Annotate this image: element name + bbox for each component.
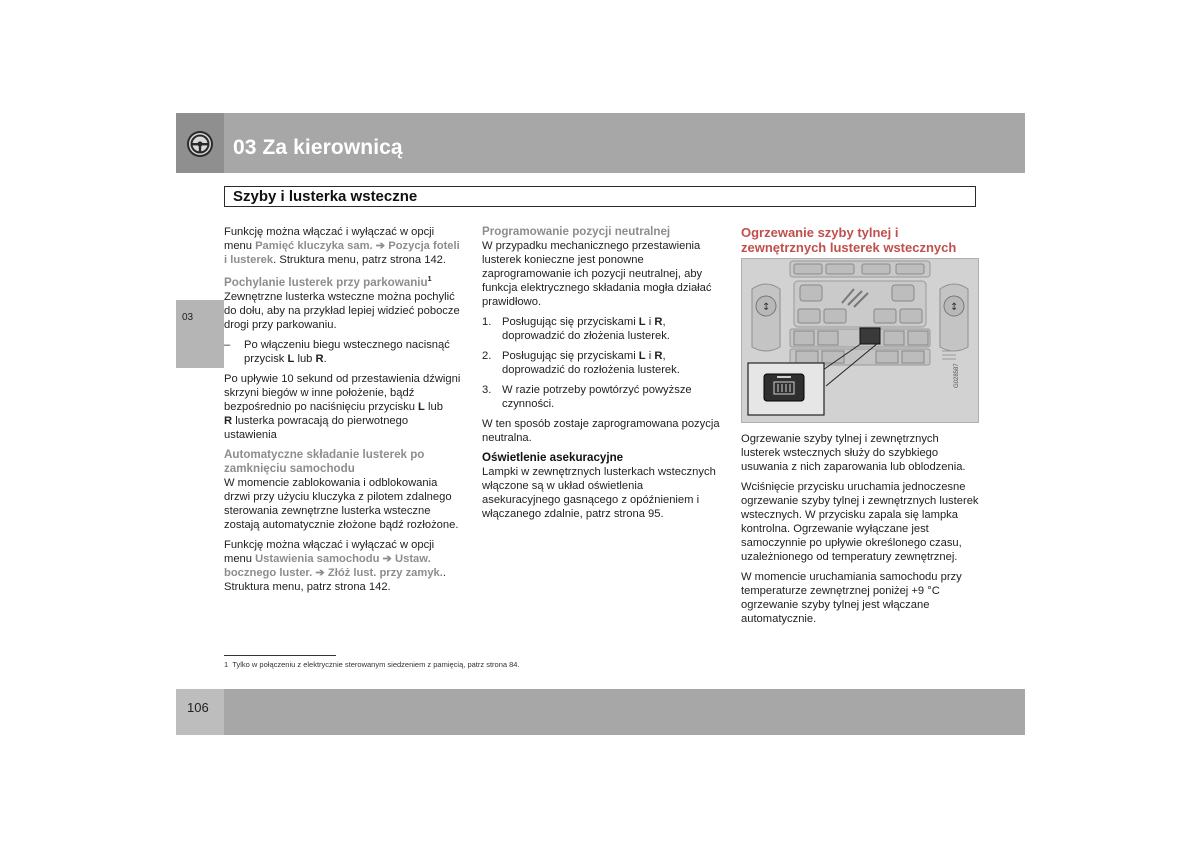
footer-band — [176, 689, 1025, 735]
paragraph — [224, 225, 462, 267]
paragraph: Ogrzewanie szyby tylnej i zewnętrznych lusterek wstecznych służy do szybkiego usuwania z nich zaparowania lub oblodzenia. — [741, 433, 966, 473]
paragraph — [224, 538, 462, 594]
text: lub — [294, 352, 316, 365]
step-item — [482, 349, 720, 377]
column-left — [224, 225, 462, 600]
key-label: R — [224, 414, 233, 427]
climate-panel-figure — [741, 258, 979, 423]
subheading — [224, 273, 462, 290]
step-text — [502, 349, 720, 377]
svg-text:↕: ↕ — [950, 302, 959, 313]
paragraph — [224, 372, 462, 442]
menu-path: Pamięć kluczyka sam. — [255, 240, 373, 252]
paragraph: W momencie zablokowania i odblokowania drzwi przy użyciu kluczyka z pilotem zdalnego sterowania zewnętrzne lusterka wsteczne zostają automatycznie złożone bądź rozłożone. — [224, 476, 459, 531]
key-label: L — [638, 316, 646, 328]
text: Posługując się przyciskami — [502, 350, 639, 362]
arrow-icon: ➔ — [382, 552, 392, 565]
figure-code: G028587 — [954, 363, 960, 388]
footnote-rule — [224, 655, 336, 656]
column-middle — [482, 225, 720, 527]
chapter-title: 03 Za kierownicą — [233, 136, 403, 159]
key-label: R — [654, 316, 663, 328]
paragraph: Wciśnięcie przycisku uruchamia jednoczesne ogrzewanie szyby tylnej i zewnętrznych lusterek wstecznych. W przycisku zapala się lampka kontrolna. Ogrzewanie wyłączane jest samoczynnie po upływie określonego czasu, uzależnionego od temperatury zewnętrznej. — [741, 481, 979, 563]
subheading: Oświetlenie asekuracyjne — [482, 451, 624, 464]
section-title: Szyby i lusterka wsteczne — [233, 188, 418, 205]
paragraph: Lampki w zewnętrznych lusterkach wstecznych włączone są w układ oświetlenia asekuracyjnego gasnącego z opóźnieniem i włączanego zdalnie, patrz strona 95. — [482, 466, 716, 520]
step-text: W razie potrzeby powtórzyć powyższe czynności. — [502, 384, 692, 410]
menu-path: Ustaw. bocznego luster. — [224, 552, 431, 579]
step-number: 1. — [482, 316, 492, 328]
arrow-icon: ➔ — [315, 566, 325, 579]
key-label: R — [315, 352, 324, 365]
header-icon-box — [176, 113, 224, 173]
step-item — [482, 383, 720, 411]
key-label: L — [287, 352, 295, 365]
subheading: Ogrzewanie szyby tylnej i zewnętrznych lusterek wstecznych — [741, 225, 957, 255]
bullet-text — [244, 338, 462, 366]
text: Po włączeniu biegu wstecznego nacisnąć przycisk — [244, 338, 450, 365]
text: . Struktura menu, patrz strona 142. — [224, 566, 446, 593]
page-number: 106 — [187, 700, 209, 715]
step-number: 3. — [482, 384, 492, 396]
paragraph: W przypadku mechanicznego przestawienia lusterek konieczne jest ponowne zaprogramowanie ich pozycji neutralnej, aby funkcja elektrycznego składania mogła działać prawidłowo. — [482, 240, 712, 308]
key-label: L — [638, 350, 646, 362]
text: . — [323, 352, 327, 365]
text: Funkcję można włączać i wyłączać w opcji menu — [224, 226, 435, 252]
steering-wheel-icon — [176, 113, 224, 173]
text: Posługując się przyciskami — [502, 316, 639, 328]
text: i — [645, 316, 655, 328]
step-number: 2. — [482, 350, 492, 362]
chapter-side-tab — [176, 300, 224, 368]
text: . Struktura menu, patrz strona 142. — [273, 254, 447, 266]
arrow-icon: ➔ — [375, 240, 386, 252]
menu-path: Złóż lust. przy zamyk. — [327, 566, 443, 579]
footnote — [224, 660, 520, 669]
bullet-item — [224, 338, 462, 366]
chapter-side-tab-label: 03 — [182, 312, 194, 323]
text: lusterka powracają do pierwotnego ustawienia — [224, 414, 409, 441]
key-label: L — [418, 400, 425, 413]
text: i — [645, 350, 655, 362]
paragraph: Zewnętrzne lusterka wsteczne można pochylić do dołu, aby na przykład lepiej widzieć pobocze drogi przy parkowaniu. — [224, 290, 460, 331]
text: , doprowadzić do złożenia lusterek. — [502, 316, 670, 342]
text: Po upływie 10 sekund od przestawienia dźwigni skrzyni biegów w inne położenie, bądź bezpośrednio po naciśnięciu przycisku — [224, 372, 461, 413]
subheading: Programowanie pozycji neutralnej — [482, 225, 671, 238]
paragraph: W ten sposób zostaje zaprogramowana pozycja neutralna. — [482, 418, 720, 444]
subheading: Automatyczne składanie lusterek po zamknięciu samochodu — [224, 447, 425, 475]
footnote-number: 1 — [224, 660, 229, 669]
subheading-text: Pochylanie lusterek przy parkowaniu — [224, 275, 428, 289]
dash-marker: – — [224, 338, 231, 351]
svg-text:↕: ↕ — [762, 302, 771, 313]
text: Funkcję można włączać i wyłączać w opcji menu — [224, 538, 435, 565]
step-text — [502, 315, 720, 343]
text: , doprowadzić do rozłożenia lusterek. — [502, 350, 680, 376]
menu-path: Pozycja foteli i lusterek — [224, 240, 460, 266]
step-item — [482, 315, 720, 343]
menu-path: Ustawienia samochodu — [255, 552, 380, 565]
footnote-marker: 1 — [427, 276, 432, 283]
text: lub — [424, 400, 443, 413]
footnote-text: Tylko w połączeniu z elektrycznie sterowanym siedzeniem z pamięcią, patrz strona 84. — [232, 660, 520, 669]
key-label: R — [654, 350, 663, 362]
climate-panel-illustration — [742, 259, 978, 422]
paragraph: W momencie uruchamiania samochodu przy temperaturze zewnętrznej poniżej +9 °C ogrzewanie szyby tylnej jest włączane automatycznie. — [741, 571, 962, 625]
